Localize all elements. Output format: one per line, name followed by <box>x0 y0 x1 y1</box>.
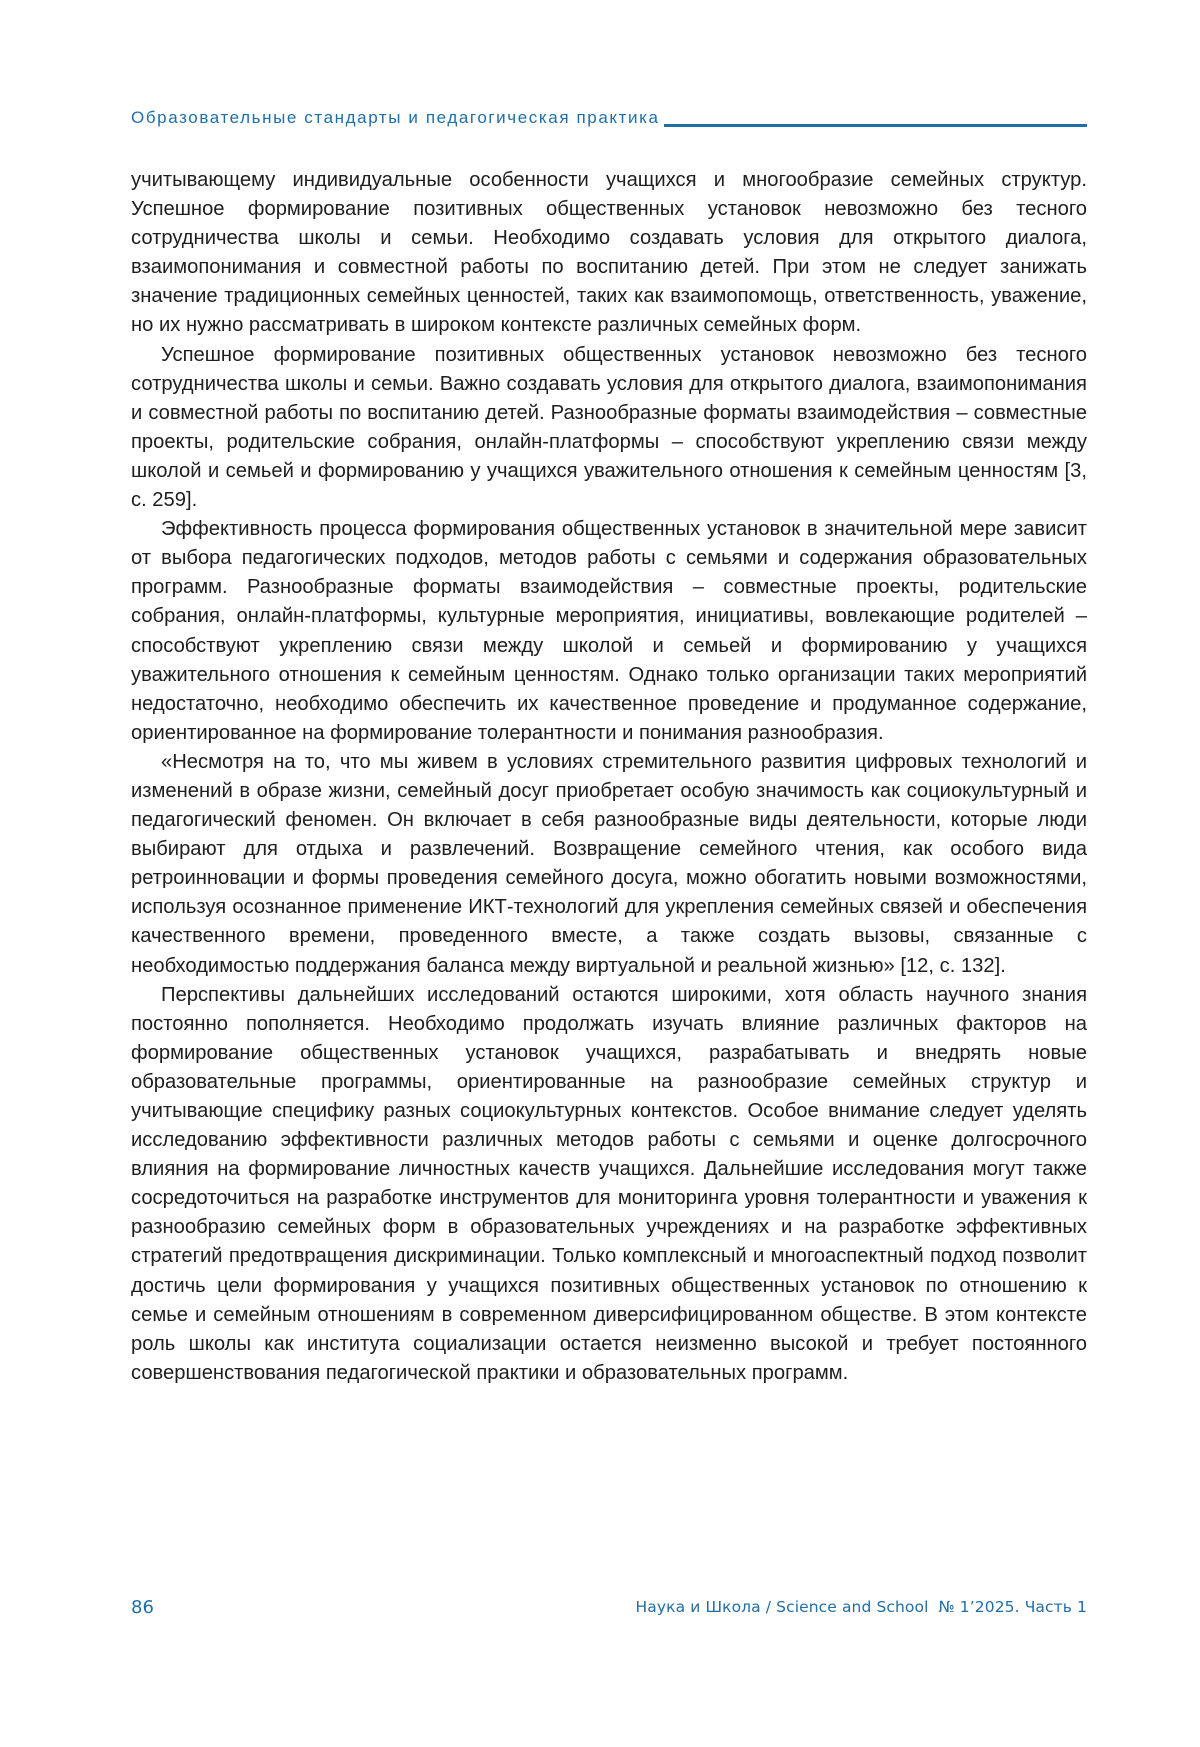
running-header <box>131 104 1087 128</box>
body-text <box>131 166 1087 1388</box>
paragraph: Эффективность процесса формирования общественных установок в значительной мере зависит от выбора педагогических подходов, методов работы с семьями и содержания образовательных программ. Разнообразные форматы взаимодействия – совместные проекты, родительские собрания, онлайн-платформы, культурные мероприятия, инициативы, вовлекающие родителей – способствуют укреплению связи между школой и семьей и формированию у учащихся уважительного отношения к семейным ценностям. Однако только организации таких мероприятий недостаточно, необходимо обеспечить их качественное проведение и продуманное содержание, ориентированное на формирование толерантности и понимания разнообразия. <box>131 518 1087 744</box>
section-title: Образовательные стандарты и педагогическая практика <box>131 108 660 127</box>
paragraph-continued: учитывающему индивидуальные особенности учащихся и многообразие семейных структур. Успешное формирование позитивных общественных установок невозможно без тесного сотрудничества школы и семьи. Необходимо создавать условия для открытого диалога, взаимопонимания и совместной работы по воспитанию детей. При этом не следует занижать значение традиционных семейных ценностей, таких как взаимопомощь, ответственность, уважение, но их нужно рассматривать в широком контексте различных семейных форм. <box>131 169 1087 337</box>
header-rule <box>664 124 1087 127</box>
journal-info: Наука и Школа / Science and School № 1’2025. Часть 1 <box>635 1598 1087 1616</box>
page-number: 86 <box>131 1596 154 1618</box>
quote-paragraph: «Несмотря на то, что мы живем в условиях стремительного развития цифровых технологий и изменений в образе жизни, семейный досуг приобретает особую значимость как социокультурный и педагогический феномен. Он включает в себя разнообразные виды деятельности, которые люди выбирают для отдыха и развлечений. Возвращение семейного чтения, как особого вида ретроинновации и формы проведения семейного досуга, можно обогатить новыми возможностями, используя осознанное применение ИКТ-технологий для укрепления семейных связей и обеспечения качественного времени, проведенного вместе, а также создать вызовы, связанные с необходимостью поддержания баланса между виртуальной и реальной жизнью» [12, с. 132]. <box>131 750 1087 977</box>
paragraph: Перспективы дальнейших исследований остаются широкими, хотя область научного знания постоянно пополняется. Необходимо продолжать изучать влияние различных факторов на формирование общественных установок учащихся, разрабатывать и внедрять новые образовательные программы, ориентированные на разнообразие семейных структур и учитывающие специфику разных социокультурных контекстов. Особое внимание следует уделять исследованию эффективности различных методов работы с семьями и оценке долгосрочного влияния на формирование личностных качеств учащихся. Дальнейшие исследования могут также сосредоточиться на разработке инструментов для мониторинга уровня толерантности и уважения к разнообразию семейных форм в образовательных учреждениях и на разработке эффективных стратегий предотвращения дискриминации. Только комплексный и многоаспектный подход позволит достичь цели формирования у учащихся позитивных общественных установок по отношению к семье и семейным отношениям в современном диверсифицированном обществе. В этом контексте роль школы как института социализации остается неизменно высокой и требует постоянного совершенствования педагогической практики и образовательных программ. <box>131 983 1087 1384</box>
page-footer <box>131 1594 1087 1620</box>
paragraph: Успешное формирование позитивных общественных установок невозможно без тесного сотрудничества школы и семьи. Важно создавать условия для открытого диалога, взаимопонимания и совместной работы по воспитанию детей. Разнообразные форматы взаимодействия – совместные проекты, родительские собрания, онлайн-платформы – способствуют укреплению связи между школой и семьей и формированию у учащихся уважительного отношения к семейным ценностям [3, с. 259]. <box>131 343 1087 512</box>
